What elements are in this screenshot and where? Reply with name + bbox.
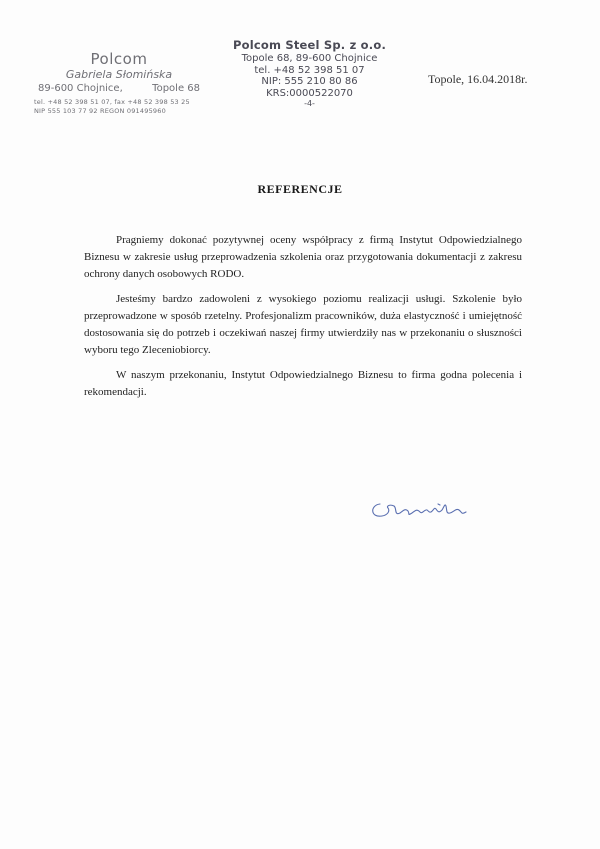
document-date: Topole, 16.04.2018r. [428, 72, 528, 86]
stamp-nip-regon: NIP 555 103 77 92 REGON 091495960 [34, 107, 166, 115]
document-body [84, 232, 522, 409]
stamp-address [34, 83, 204, 95]
stamp-center-company: Polcom Steel Sp. z o.o. [232, 38, 387, 52]
stamp-center-nip: NIP: 555 210 80 86 [261, 76, 358, 87]
company-stamp-left [34, 50, 204, 116]
document-heading: REFERENCJE [257, 182, 343, 196]
stamp-postal-city: 89-600 Chojnice, [38, 83, 123, 94]
paragraph-1: Pragniemy dokonać pozytywnej oceny współpracy z firmą Instytut Odpowiedzialnego Biznesu w zakresie usług przeprowadzenia szkolenia oraz przygotowania dokumentacji z zakresu ochrony danych osobowych RODO. [84, 234, 522, 280]
stamp-center-krs: KRS:0000522070 [266, 87, 353, 99]
stamp-street: Topole 68 [152, 83, 200, 94]
handwritten-signature [366, 494, 476, 524]
company-stamp-center [222, 38, 397, 108]
stamp-person-name: Gabriela Słomińska [65, 68, 173, 81]
stamp-center-address: Topole 68, 89-600 Chojnice [241, 53, 378, 64]
stamp-company-name: Polcom [90, 50, 148, 68]
stamp-center-page-mark: -4- [304, 99, 315, 108]
stamp-tel-fax: tel. +48 52 398 51 07, fax +48 52 398 53 25 [34, 98, 190, 106]
paragraph-3: W naszym przekonaniu, Instytut Odpowiedzialnego Biznesu to firma godna polecenia i rekomendacji. [84, 369, 522, 398]
stamp-center-tel: tel. +48 52 398 51 07 [254, 64, 365, 76]
paragraph-2: Jesteśmy bardzo zadowoleni z wysokiego poziomu realizacji usługi. Szkolenie było przeprowadzone w sposób rzetelny. Profesjonalizm pracowników, duża elastyczność i umiejętność dostosowania się do potrzeb i oczekiwań naszej firmy utwierdziły nas w przekonaniu o słuszności wyboru tego Zleceniobiorcy. [84, 293, 522, 356]
